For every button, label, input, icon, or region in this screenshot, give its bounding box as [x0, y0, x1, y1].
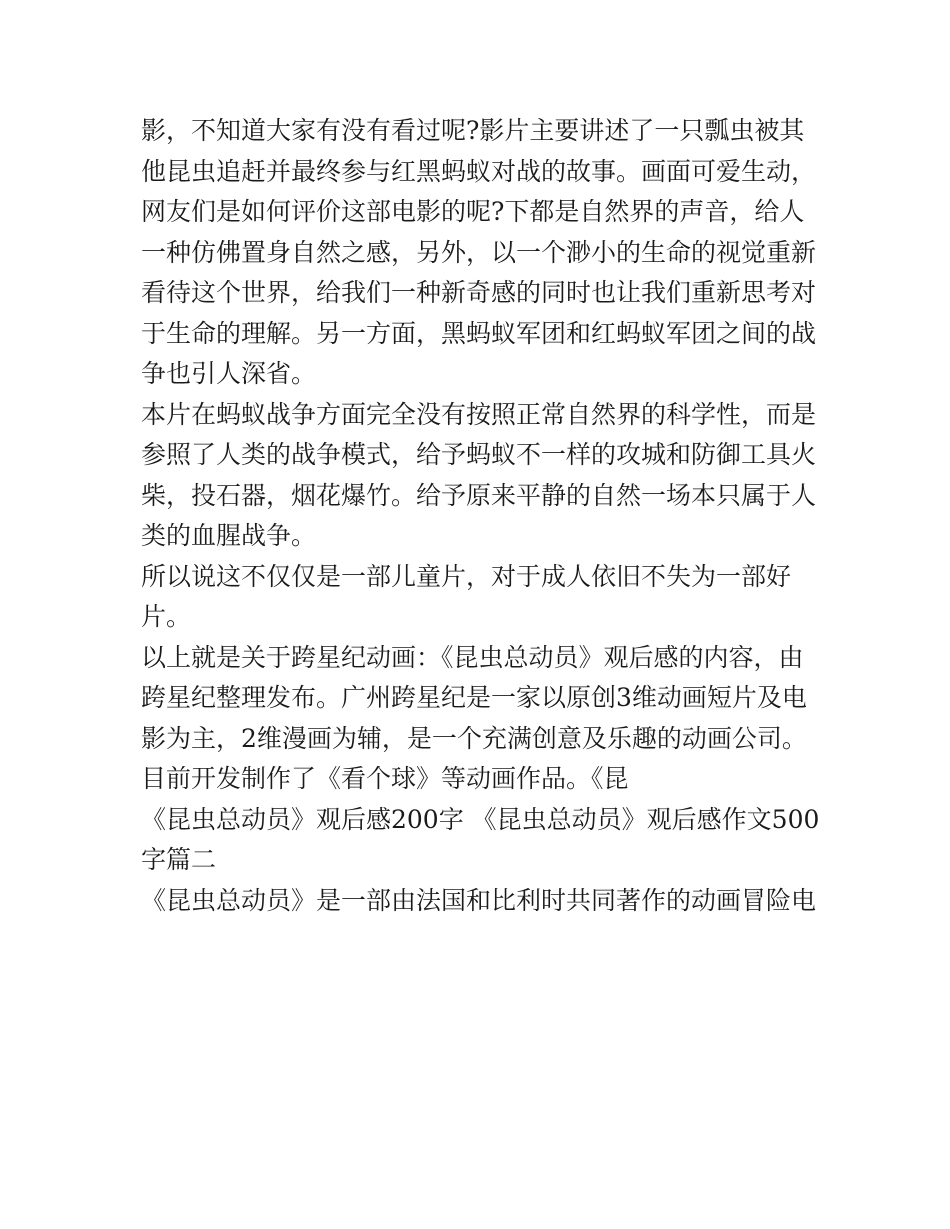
text-line: 片。: [141, 602, 192, 631]
text-line: 类的血腥战争。: [141, 521, 317, 550]
text-line: 争也引人深省。: [141, 359, 317, 388]
text-line: 以上就是关于跨星纪动画：《昆虫总动员》观后感的内容，由: [141, 642, 804, 672]
text-line: 本片在蚂蚁战争方面完全没有按照正常自然界的科学性，而是: [141, 399, 817, 429]
text-line: 于生命的理解。另一方面，黑蚂蚁军团和红蚂蚁军团之间的战: [141, 318, 817, 348]
text-line: 影为主，2维漫画为辅，是一个充满创意及乐趣的动画公司。: [141, 723, 807, 753]
document-body: [141, 111, 831, 921]
text-line: 影，不知道大家有没有看过呢?影片主要讲述了一只瓢虫被其: [141, 116, 805, 145]
text-line: 他昆虫追赶并最终参与红黑蚂蚁对战的故事。画面可爱生动，: [141, 156, 817, 186]
text-line: 参照了人类的战争模式，给予蚂蚁不一样的攻城和防御工具火: [141, 440, 817, 469]
text-line: 一种仿佛置身自然之感，另外，以一个渺小的生命的视觉重新: [141, 237, 817, 267]
text-line: 柴，投石器，烟花爆竹。给予原来平静的自然一场本只属于人: [141, 480, 817, 510]
text-line: 字篇二: [141, 845, 217, 874]
text-line: 所以说这不仅仅是一部儿童片，对于成人依旧不失为一部好: [141, 561, 792, 591]
text-line: 目前开发制作了《看个球》等动画作品。《昆: [141, 764, 629, 793]
text-line: 《昆虫总动员》观后感200字 《昆虫总动员》观后感作文500: [141, 804, 820, 834]
text-line: 看待这个世界，给我们一种新奇感的同时也让我们重新思考对: [141, 278, 817, 307]
text-line: 网友们是如何评价这部电影的呢?下都是自然界的声音，给人: [141, 197, 805, 226]
text-line: 《昆虫总动员》是一部由法国和比利时共同著作的动画冒险电: [141, 885, 817, 915]
text-line: 跨星纪整理发布。广州跨星纪是一家以原创3维动画短片及电: [141, 683, 807, 712]
